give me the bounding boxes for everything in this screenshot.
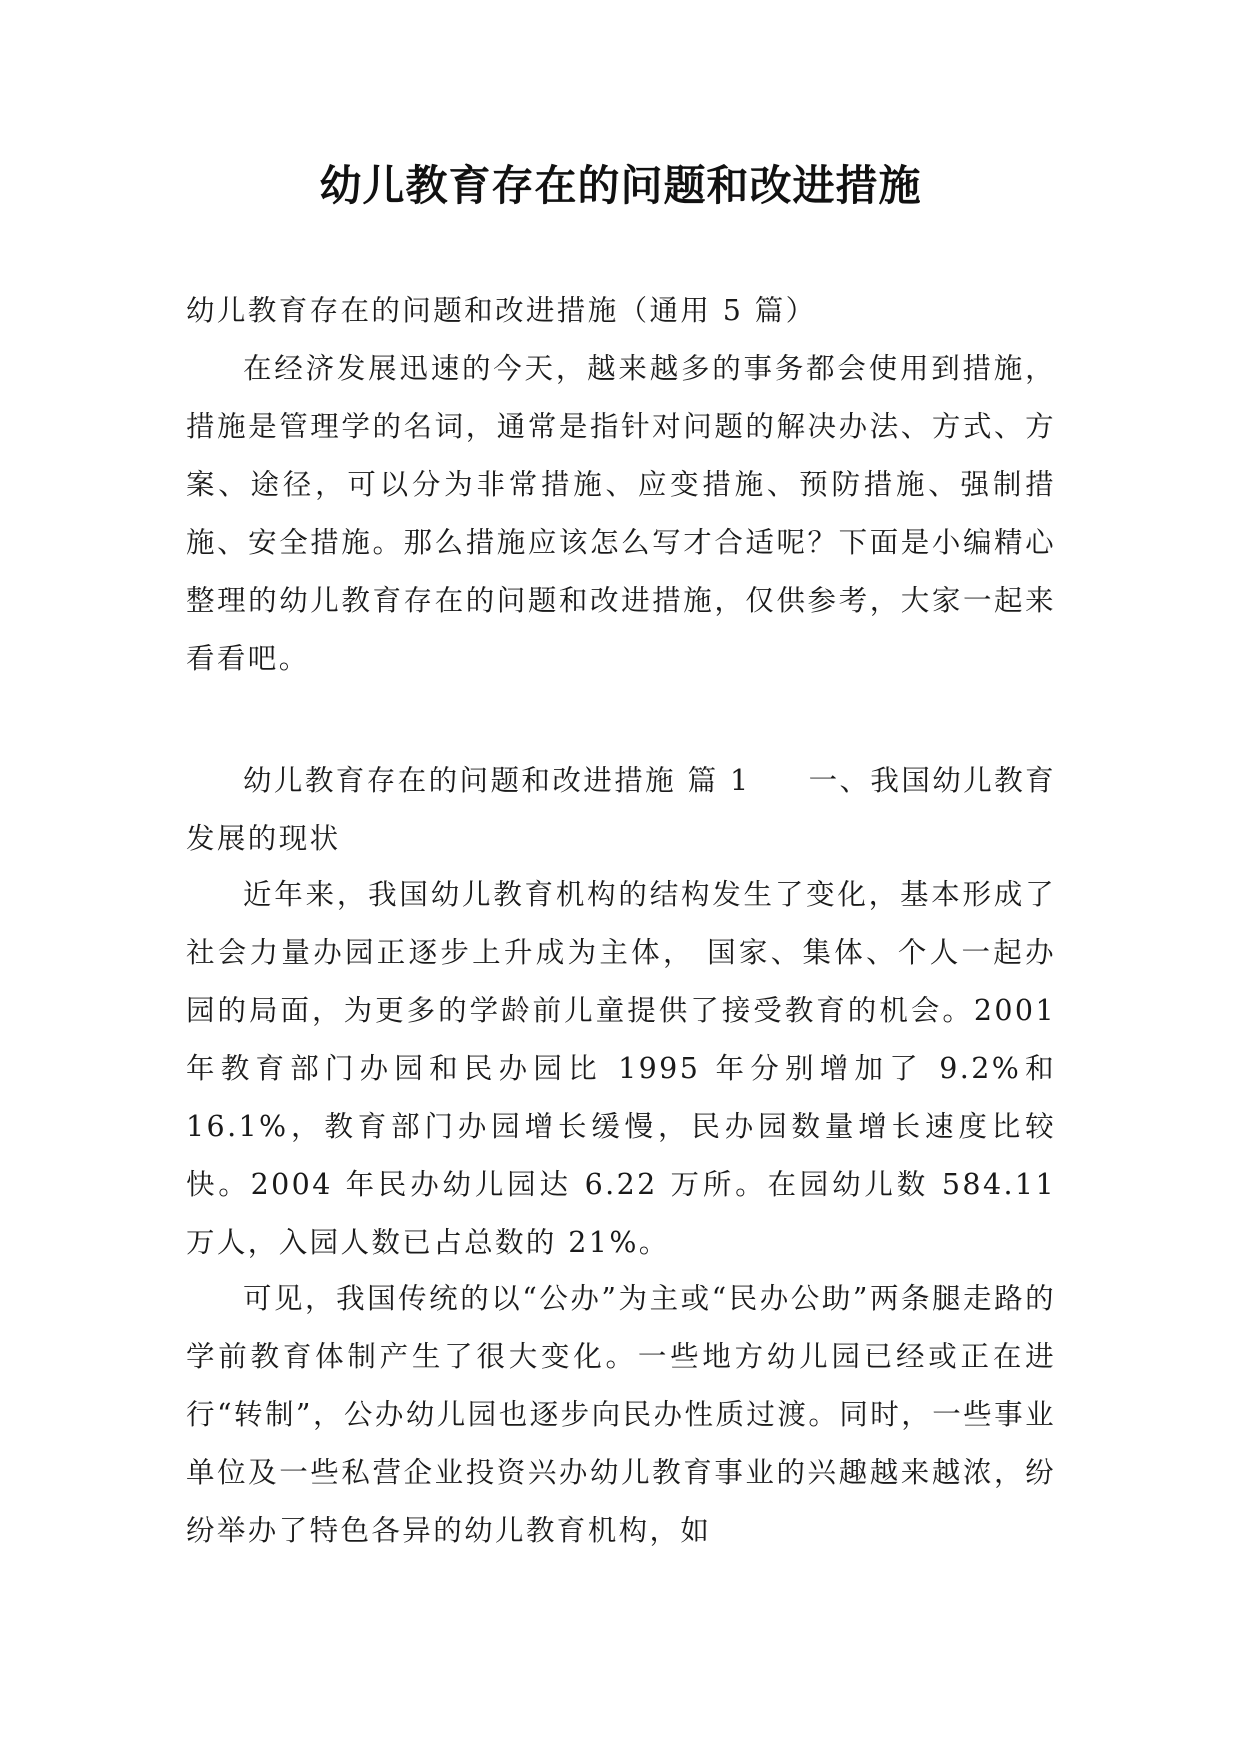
paragraph-current-status: 近年来，我国幼儿教育机构的结构发生了变化，基本形成了社会力量办园正逐步上升成为主体， 国家、集体、个人一起办园的局面，为更多的学龄前儿童提供了接受教育的机会。2001 年教育部门办园和民办园比 1995 年分别增加了 9.2%和 16.1%，教育部门办园增长缓慢，民办园数量增长速度比较快。2004 年民办幼儿园达 6.22 万所。在园幼儿数 584.11 万人，入园人数已占总数的 21%。 xyxy=(186,878,1056,1259)
document-subtitle: 幼儿教育存在的问题和改进措施（通用 5 篇） xyxy=(186,294,817,327)
section-label: 幼儿教育存在的问题和改进措施 篇 1 xyxy=(243,764,751,797)
intro-paragraph: 在经济发展迅速的今天，越来越多的事务都会使用到措施，措施是管理学的名词，通常是指针对问题的解决办法、方式、方案、途径，可以分为非常措施、应变措施、预防措施、强制措施、安全措施。那么措施应该怎么写才合适呢？下面是小编精心整理的幼儿教育存在的问题和改进措施，仅供参考，大家一起来看看吧。 xyxy=(186,352,1056,675)
section-heading-line xyxy=(186,752,1056,868)
paragraph-system-change: 可见，我国传统的以“公办”为主或“民办公助”两条腿走路的学前教育体制产生了很大变化。一些地方幼儿园已经或正在进行“转制”，公办幼儿园也逐步向民办性质过渡。同时，一些事业单位及一些私营企业投资兴办幼儿教育事业的兴趣越来越浓，纷纷举办了特色各异的幼儿教育机构，如 xyxy=(186,1282,1056,1547)
document-title: 幼儿教育存在的问题和改进措施 xyxy=(319,161,922,210)
section-heading: 一、我国幼儿教育发展的现状 xyxy=(186,764,1057,855)
